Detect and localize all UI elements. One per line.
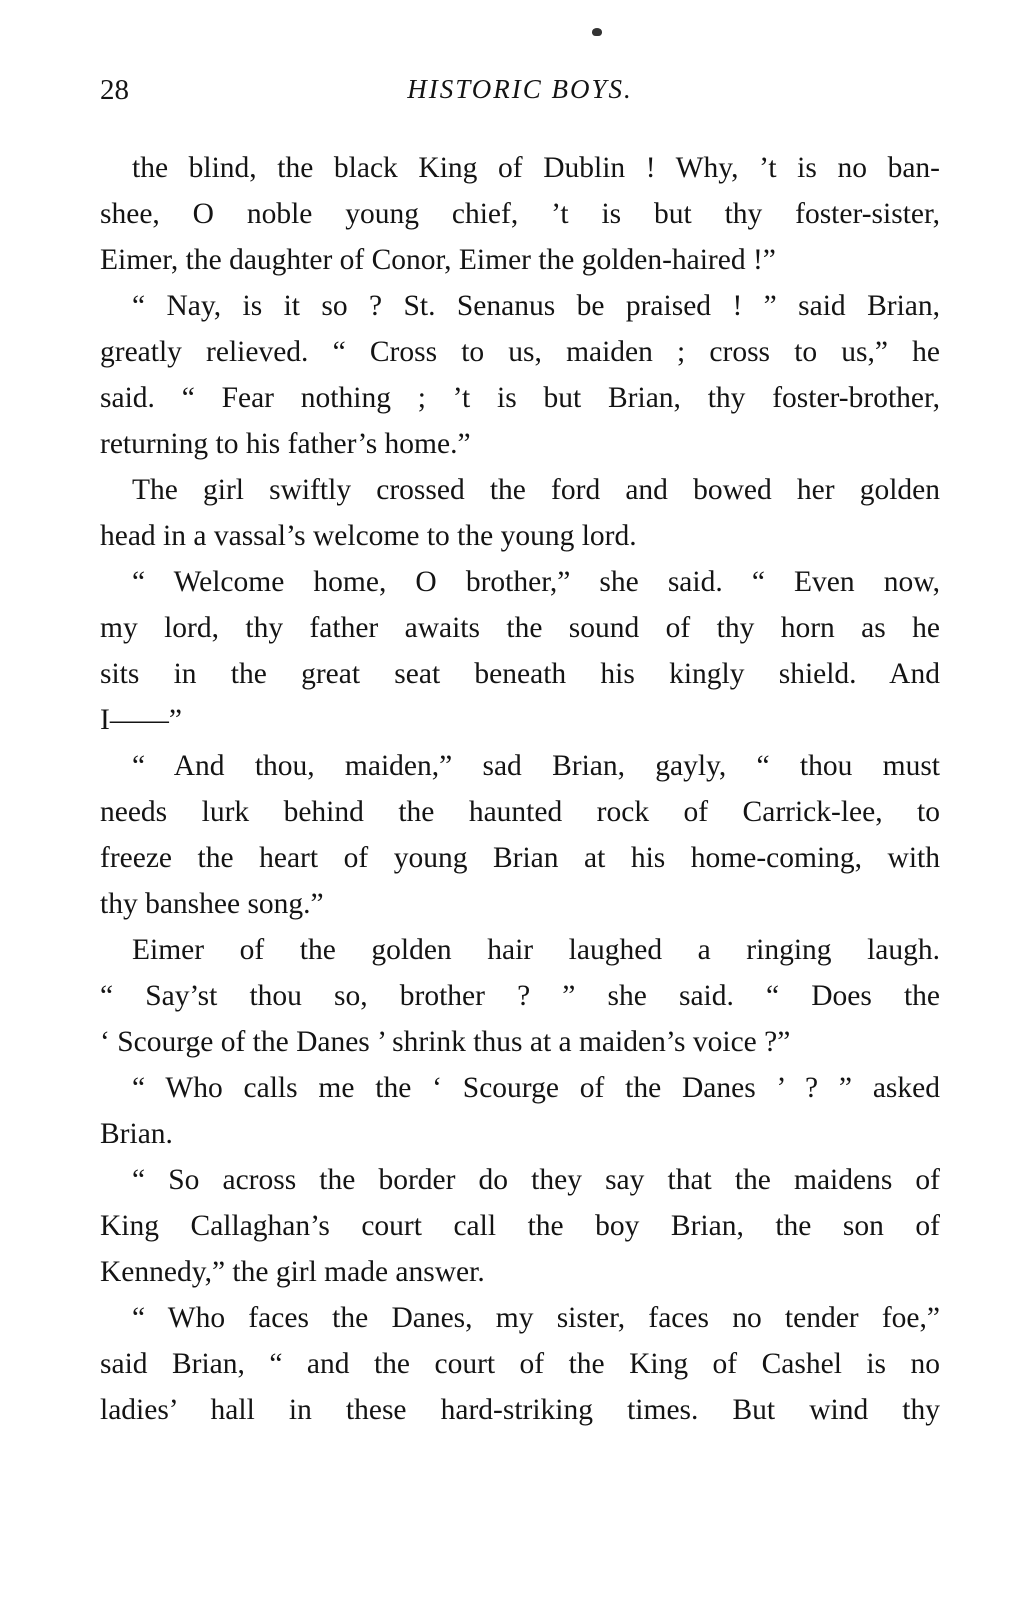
text-line: I——”: [100, 704, 182, 736]
text-line: “ So across the border do they say that the maidens of: [132, 1164, 940, 1196]
text-line: “ And thou, maiden,” sad Brian, gayly, “ thou must: [132, 750, 940, 782]
paragraph: [100, 559, 940, 743]
paragraph: [100, 283, 940, 467]
paragraph: [100, 743, 940, 927]
paragraph: [100, 1065, 940, 1157]
text-line: Eimer, the daughter of Conor, Eimer the golden-haired !”: [100, 244, 776, 276]
page-number: 28: [100, 74, 129, 106]
text-line: Kennedy,” the girl made answer.: [100, 1256, 485, 1288]
paragraph: [100, 1295, 940, 1433]
text-line: returning to his father’s home.”: [100, 428, 471, 460]
text-line: Brian.: [100, 1118, 173, 1150]
text-line: thy banshee song.”: [100, 888, 324, 920]
text-line: greatly relieved. “ Cross to us, maiden ; cross to us,” he: [100, 336, 940, 368]
paragraph: [100, 467, 940, 559]
text-line: “ Nay, is it so ? St. Senanus be praised ! ” said Brian,: [132, 290, 940, 322]
text-line: sits in the great seat beneath his kingly shield. And: [100, 658, 940, 690]
body-text: [100, 145, 940, 1433]
text-line: The girl swiftly crossed the ford and bowed her golden: [132, 474, 940, 506]
text-line: ladies’ hall in these hard-striking times. But wind thy: [100, 1394, 940, 1426]
text-line: “ Welcome home, O brother,” she said. “ Even now,: [132, 566, 940, 598]
text-line: King Callaghan’s court call the boy Brian, the son of: [100, 1210, 940, 1242]
text-line: head in a vassal’s welcome to the young lord.: [100, 520, 637, 552]
text-line: the blind, the black King of Dublin ! Why, ’t is no ban-: [132, 152, 940, 184]
text-line: Eimer of the golden hair laughed a ringing laugh.: [132, 934, 940, 966]
text-line: said Brian, “ and the court of the King of Cashel is no: [100, 1348, 940, 1380]
text-line: ‘ Scourge of the Danes ’ shrink thus at a maiden’s voice ?”: [100, 1026, 791, 1058]
running-title: HISTORIC BOYS.: [407, 74, 633, 104]
text-line: said. “ Fear nothing ; ’t is but Brian, thy foster-brother,: [100, 382, 940, 414]
paragraph: [100, 145, 940, 283]
paragraph: [100, 927, 940, 1065]
text-line: shee, O noble young chief, ’t is but thy foster-sister,: [100, 198, 940, 230]
ink-speck: [592, 28, 602, 36]
page-header: [100, 74, 940, 114]
text-line: freeze the heart of young Brian at his home-coming, with: [100, 842, 940, 874]
paragraph: [100, 1157, 940, 1295]
text-line: “ Say’st thou so, brother ? ” she said. “ Does the: [100, 980, 940, 1012]
text-line: “ Who faces the Danes, my sister, faces no tender foe,”: [132, 1302, 940, 1334]
text-line: “ Who calls me the ‘ Scourge of the Danes ’ ? ” asked: [132, 1072, 940, 1104]
text-line: needs lurk behind the haunted rock of Carrick-lee, to: [100, 796, 940, 828]
text-line: my lord, thy father awaits the sound of thy horn as he: [100, 612, 940, 644]
